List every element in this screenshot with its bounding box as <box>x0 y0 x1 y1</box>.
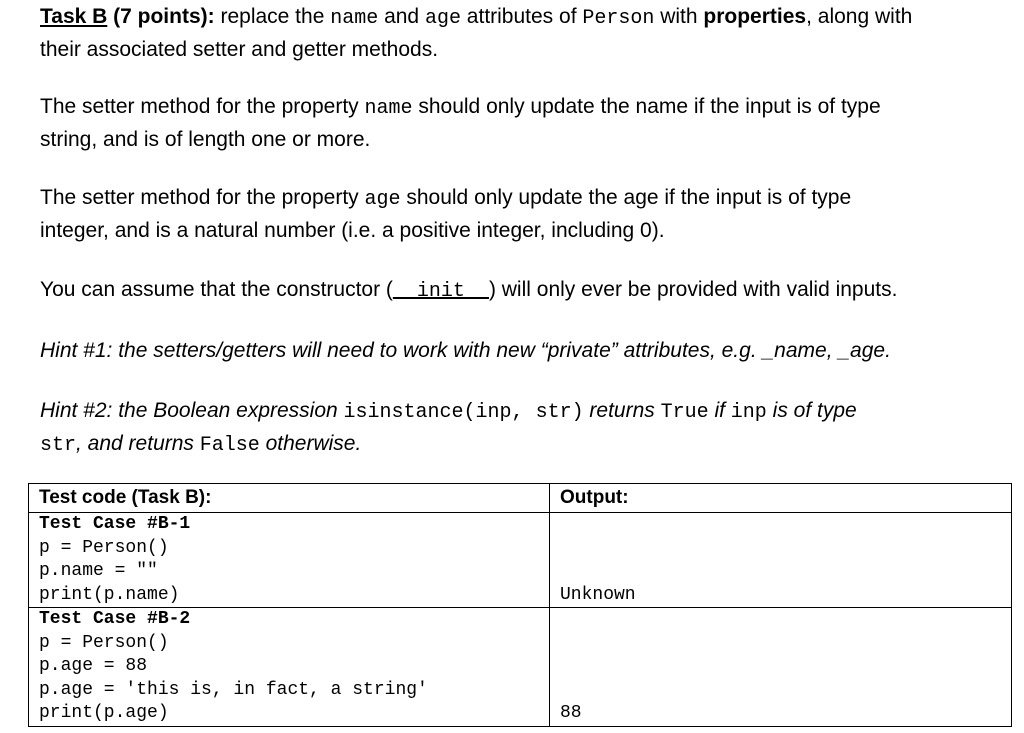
text: , and returns <box>76 432 200 455</box>
hint-2 <box>40 395 1010 461</box>
text: attributes of <box>460 5 583 28</box>
text: if <box>708 399 731 422</box>
code-person: Person <box>582 7 655 30</box>
hint-1-text: Hint #1: the setters/getters will need to work with new “private” attributes, e.g. _name, _age. <box>40 339 891 362</box>
text: otherwise. <box>259 432 362 455</box>
code-block: p = Person() p.name = "" print(p.name) <box>39 537 180 605</box>
test-table <box>28 483 1012 727</box>
text: Hint #2: the Boolean expression <box>40 399 344 422</box>
test-case-code <box>29 513 550 608</box>
task-intro <box>40 1 1010 65</box>
test-case-code <box>29 608 550 727</box>
text: , along with <box>806 5 913 28</box>
code-false: False <box>199 434 260 457</box>
table-row <box>29 513 1012 608</box>
table-row <box>29 608 1012 727</box>
text: You can assume that the constructor ( <box>40 278 393 301</box>
task-title: Task B <box>40 5 108 28</box>
test-case-output: 88 <box>550 608 1012 727</box>
text: The setter method for the property <box>40 186 365 209</box>
text: string, and is of length one or more. <box>40 128 371 151</box>
text: returns <box>583 399 661 422</box>
header-output: Output: <box>550 484 1012 513</box>
code-name: name <box>330 7 379 30</box>
text: their associated setter and getter methods. <box>40 38 439 61</box>
code-inp: inp <box>730 401 767 424</box>
text: replace the <box>214 5 331 28</box>
name-setter-paragraph <box>40 91 1010 155</box>
code-block: p = Person() p.age = 88 p.age = 'this is, in fact, a string' print(p.age) <box>39 632 428 723</box>
code-age: age <box>364 188 401 211</box>
test-case-title: Test Case #B-2 <box>39 609 191 629</box>
test-case-title: Test Case #B-1 <box>39 514 191 534</box>
text: is of type <box>766 399 857 422</box>
code-isinstance: isinstance(inp, str) <box>343 401 584 424</box>
text: should only update the age if the input is of type <box>400 186 852 209</box>
header-test-code: Test code (Task B): <box>29 484 550 513</box>
code-init: __init__ <box>392 280 489 303</box>
age-setter-paragraph <box>40 182 1010 246</box>
hint-1 <box>40 335 1010 366</box>
text: The setter method for the property <box>40 95 365 118</box>
code-age: age <box>424 7 461 30</box>
code-name: name <box>364 97 413 120</box>
properties-word: properties <box>703 5 807 28</box>
text: integer, and is a natural number (i.e. a positive integer, including 0). <box>40 219 665 242</box>
test-case-output: Unknown <box>550 513 1012 608</box>
code-str: str <box>40 434 77 457</box>
text: and <box>378 5 425 28</box>
constructor-paragraph <box>40 274 1010 307</box>
task-points: (7 points): <box>107 5 215 28</box>
text: ) will only ever be provided with valid inputs. <box>488 278 898 301</box>
text: should only update the name if the input is of type <box>412 95 881 118</box>
text: with <box>654 5 704 28</box>
code-true: True <box>660 401 709 424</box>
table-header-row <box>29 484 1012 513</box>
